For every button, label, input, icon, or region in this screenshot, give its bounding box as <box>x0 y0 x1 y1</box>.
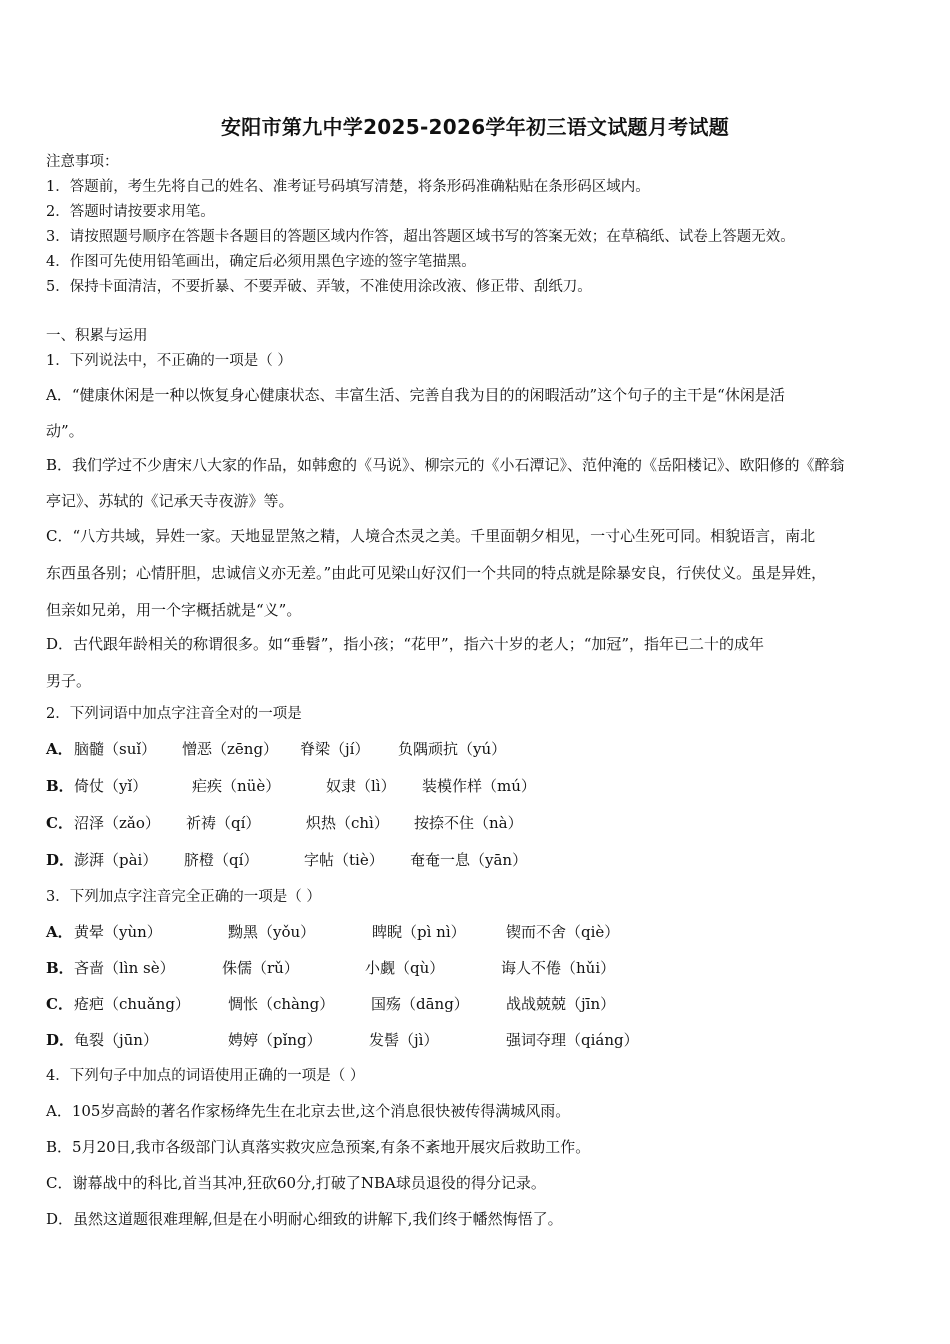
option-cell: 脊梁（jí） <box>300 740 370 758</box>
option-cell: 战战兢兢（jīn） <box>506 995 616 1013</box>
option-cell: 发髻（jì） <box>369 1031 439 1049</box>
page-title: 安阳市第九中学2025-2026学年初三语文试题月考试题 <box>220 115 730 139</box>
notice-item: 5．保持卡面清洁，不要折暴、不要弄破、弄皱，不准使用涂改液、修正带、刮纸刀。 <box>46 279 592 295</box>
q1-option-b-line2: 亭记》、苏轼的《记承天寺夜游》等。 <box>46 492 294 510</box>
q3-option-b <box>46 958 615 978</box>
option-cell: 诲人不倦（hǔi） <box>501 959 616 977</box>
q3-option-c <box>46 994 615 1014</box>
option-label: A． <box>46 740 73 758</box>
notice-item: 3．请按照题号顺序在答题卡各题目的答题区域内作答，超出答题区域书写的答案无效；在草稿纸、试卷上答题无效。 <box>46 229 795 245</box>
q3-option-a <box>46 922 619 942</box>
option-cell: 疮疤（chuǎng） <box>74 995 190 1013</box>
option-label: C． <box>46 995 73 1013</box>
q2-option-b <box>46 776 536 796</box>
notice-item: 1．答题前，考生先将自己的姓名、准考证号码填写清楚，将条形码准确粘贴在条形码区域内。 <box>46 179 650 195</box>
q1-option-d-line1: D．古代跟年龄相关的称谓很多。如“垂髫”，指小孩；“花甲”，指六十岁的老人；“加冠”，指年已二十的成年 <box>46 635 765 653</box>
option-cell: 祈祷（qí） <box>186 814 261 832</box>
option-label: B． <box>46 777 74 795</box>
option-cell: 倚仗（yǐ） <box>74 777 148 795</box>
q4-option-b: B．5月20日,我市各级部门认真落实救灾应急预案,有条不紊地开展灾后救助工作。 <box>46 1138 591 1156</box>
option-cell: 奄奄一息（yān） <box>410 851 528 869</box>
option-cell: 脐橙（qí） <box>184 851 259 869</box>
option-label: C． <box>46 814 73 832</box>
q1-option-c-line2: 东西虽各别；心情肝胆，忠诚信义亦无差。”由此可见梁山好汉们一个共同的特点就是除暴安良，行侠仗义。虽是异姓， <box>46 564 827 582</box>
option-cell: 黄晕（yùn） <box>74 923 162 941</box>
question-3-stem: 3．下列加点字注音完全正确的一项是（ ） <box>46 889 321 905</box>
q4-option-d: D．虽然这道题很难理解,但是在小明耐心细致的讲解下,我们终于幡然悔悟了。 <box>46 1210 563 1228</box>
q1-option-d-line2: 男子。 <box>46 672 92 690</box>
q1-option-c-line1: C．“八方共域，异姓一家。天地显罡煞之精，人境合杰灵之美。千里面朝夕相见，一寸心生死可同。相貌语言，南北 <box>46 527 816 545</box>
notice-item: 4．作图可先使用铅笔画出，确定后必须用黑色字迹的签字笔描黑。 <box>46 254 476 270</box>
option-cell: 脑髓（suǐ） <box>74 740 157 758</box>
option-cell: 龟裂（jūn） <box>74 1031 158 1049</box>
question-2-stem: 2．下列词语中加点字注音全对的一项是 <box>46 706 302 722</box>
q2-option-c <box>46 813 523 833</box>
option-cell: 疟疾（nüè） <box>192 777 281 795</box>
option-cell: 睥睨（pì nì） <box>372 923 466 941</box>
section-heading: 一、积累与运用 <box>46 328 148 344</box>
option-cell: 按捺不住（nà） <box>414 814 523 832</box>
option-cell: 黝黑（yǒu） <box>228 923 316 941</box>
option-cell: 小觑（qù） <box>365 959 445 977</box>
option-cell: 惆怅（chàng） <box>228 995 335 1013</box>
q1-option-a-line2: 动”。 <box>46 422 84 440</box>
q3-option-d <box>46 1030 639 1050</box>
q4-option-a: A．105岁高龄的著名作家杨绛先生在北京去世,这个消息很快被传得满城风雨。 <box>46 1102 571 1120</box>
option-label: D． <box>46 851 75 869</box>
option-cell: 锲而不舍（qiè） <box>506 923 620 941</box>
question-4-stem: 4．下列句子中加点的词语使用正确的一项是（ ） <box>46 1068 365 1084</box>
notice-item: 2．答题时请按要求用笔。 <box>46 204 215 220</box>
option-cell: 国殇（dāng） <box>371 995 469 1013</box>
option-cell: 憎恶（zēng） <box>182 740 279 758</box>
option-label: B． <box>46 959 74 977</box>
question-1-stem: 1．下列说法中，不正确的一项是（ ） <box>46 353 292 369</box>
option-cell: 炽热（chì） <box>306 814 389 832</box>
option-label: A． <box>46 923 73 941</box>
q2-option-a <box>46 739 506 759</box>
option-cell: 沼泽（zǎo） <box>74 814 160 832</box>
option-label: D． <box>46 1031 75 1049</box>
option-cell: 负隅顽抗（yú） <box>398 740 507 758</box>
q2-option-d <box>46 850 527 870</box>
option-cell: 强词夺理（qiáng） <box>506 1031 639 1049</box>
q4-option-c: C．谢幕战中的科比,首当其冲,狂砍60分,打破了NBA球员退役的得分记录。 <box>46 1174 546 1192</box>
notice-heading: 注意事项： <box>46 154 119 170</box>
q1-option-c-line3: 但亲如兄弟，用一个字概括就是“义”。 <box>46 601 302 619</box>
q1-option-b-line1: B．我们学过不少唐宋八大家的作品，如韩愈的《马说》、柳宗元的《小石潭记》、范仲淹的《岳阳楼记》、欧阳修的《醉翁 <box>46 456 845 474</box>
option-cell: 吝啬（lìn sè） <box>74 959 175 977</box>
option-cell: 侏儒（rǔ） <box>222 959 299 977</box>
option-cell: 字帖（tiè） <box>304 851 384 869</box>
option-cell: 澎湃（pài） <box>74 851 158 869</box>
option-cell: 奴隶（lì） <box>326 777 396 795</box>
option-cell: 装模作样（mú） <box>422 777 536 795</box>
q1-option-a-line1: A．“健康休闲是一种以恢复身心健康状态、丰富生活、完善自我为目的的闲暇活动”这个句子的主干是“休闲是活 <box>46 386 785 404</box>
option-cell: 娉婷（pǐng） <box>228 1031 322 1049</box>
